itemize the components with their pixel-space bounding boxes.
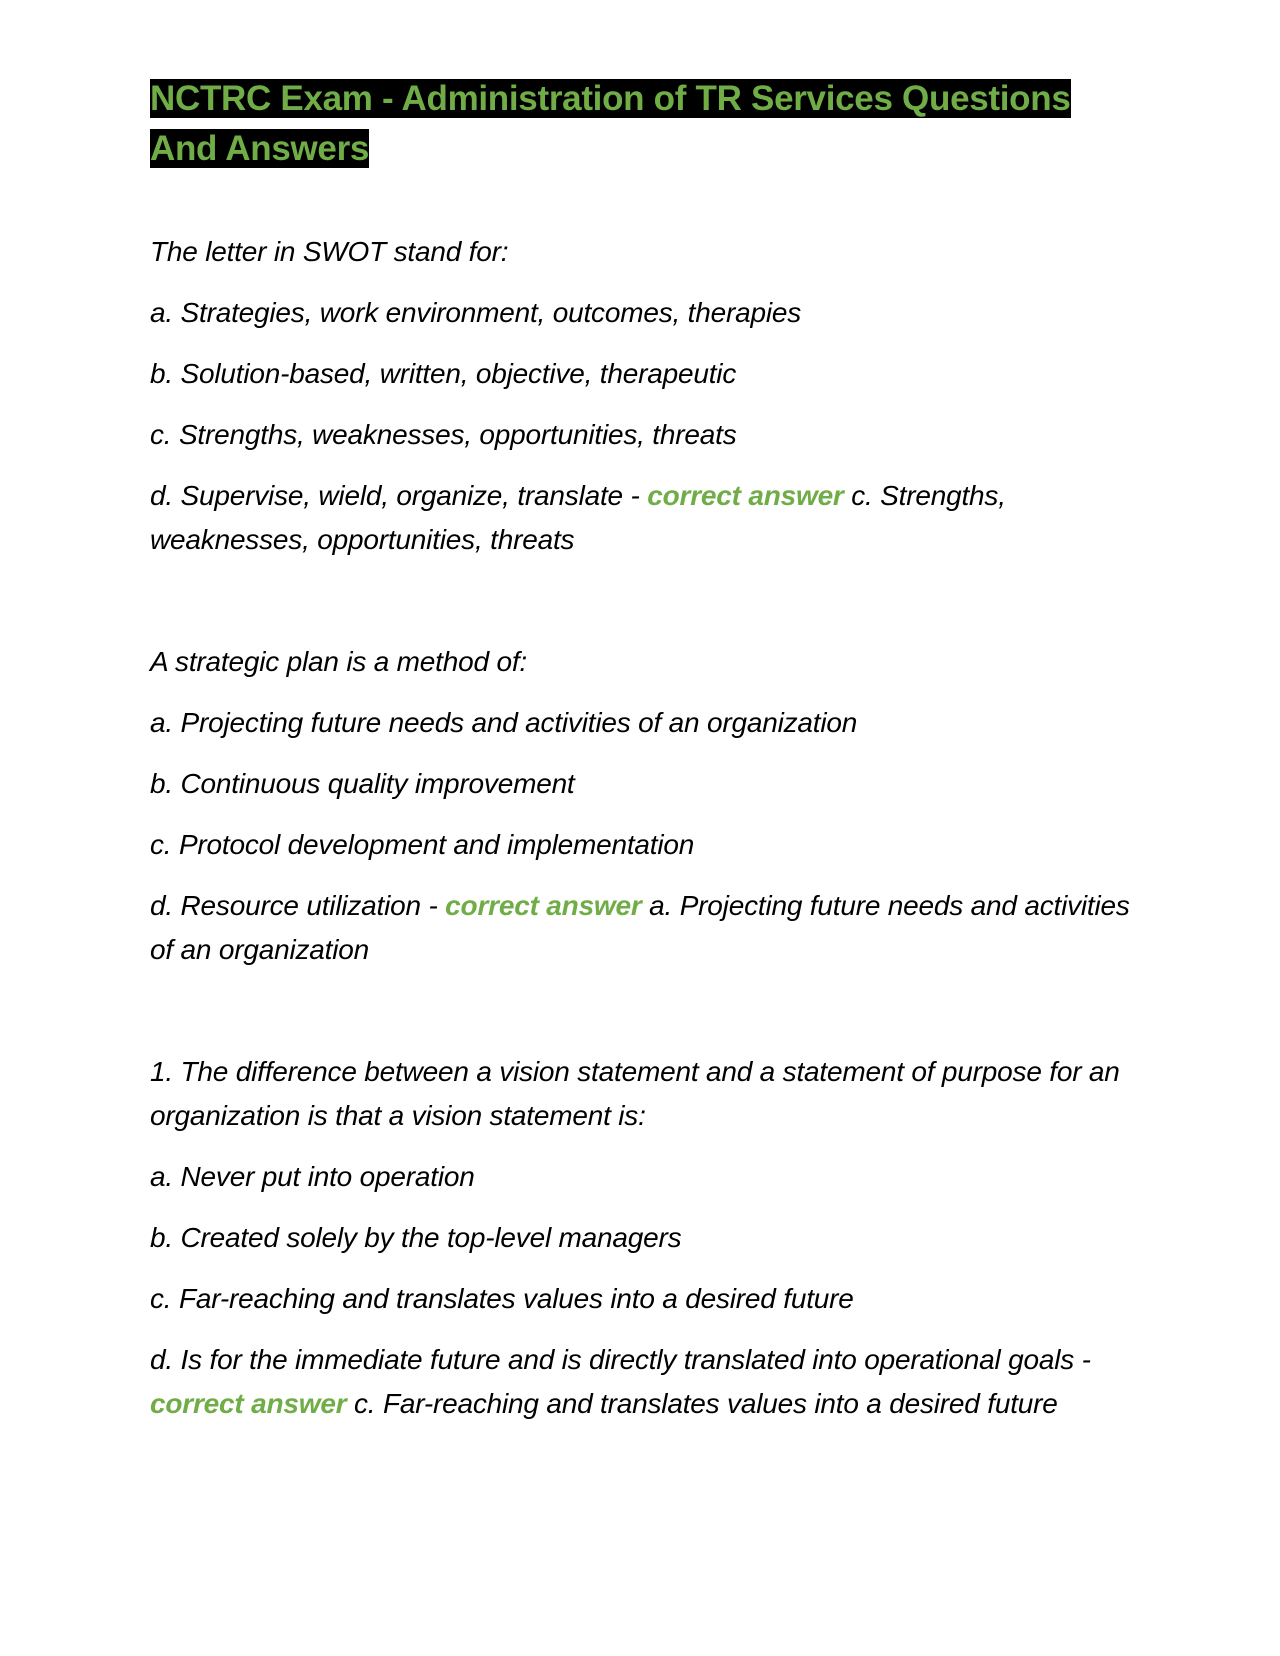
answer-option-text: d. Resource utilization - <box>150 890 446 921</box>
answer-option: b. Created solely by the top-level managers <box>150 1222 682 1253</box>
correct-answer-text: c. Far-reaching and translates values into a desired future <box>346 1388 1058 1419</box>
document-title <box>150 74 1130 174</box>
answer-option-with-answer <box>150 1338 1130 1426</box>
correct-answer-text: a. Projecting future needs and activities of an organization <box>150 890 1130 965</box>
question-block-swot <box>150 230 1130 562</box>
answer-option: b. Solution-based, written, objective, therapeutic <box>150 358 737 389</box>
correct-answer-label: correct answer <box>445 890 642 921</box>
answer-option: a. Projecting future needs and activities of an organization <box>150 707 858 738</box>
answer-option: a. Strategies, work environment, outcomes, therapies <box>150 297 802 328</box>
answer-option-with-answer <box>150 884 1130 972</box>
document-title-text: NCTRC Exam - Administration of TR Services Questions And Answers <box>150 79 1071 168</box>
correct-answer-text: c. Strengths, weaknesses, opportunities, threats <box>150 480 1006 555</box>
correct-answer-label: correct answer <box>647 480 844 511</box>
answer-option-text: d. Is for the immediate future and is directly translated into operational goals - <box>150 1344 1091 1375</box>
question-prompt: A strategic plan is a method of: <box>150 646 527 677</box>
answer-option: b. Continuous quality improvement <box>150 768 575 799</box>
question-prompt: 1. The difference between a vision statement and a statement of purpose for an organization is that a vision statement is: <box>150 1056 1120 1131</box>
answer-option: c. Far-reaching and translates values into a desired future <box>150 1283 854 1314</box>
document-page <box>150 74 1130 1504</box>
answer-option-with-answer <box>150 474 1130 562</box>
answer-option: c. Strengths, weaknesses, opportunities, threats <box>150 419 737 450</box>
question-block-vision-statement <box>150 1050 1130 1426</box>
answer-option: c. Protocol development and implementation <box>150 829 695 860</box>
question-prompt: The letter in SWOT stand for: <box>150 236 509 267</box>
question-block-strategic-plan <box>150 640 1130 972</box>
correct-answer-label: correct answer <box>150 1388 347 1419</box>
answer-option: a. Never put into operation <box>150 1161 475 1192</box>
answer-option-text: d. Supervise, wield, organize, translate - <box>150 480 648 511</box>
